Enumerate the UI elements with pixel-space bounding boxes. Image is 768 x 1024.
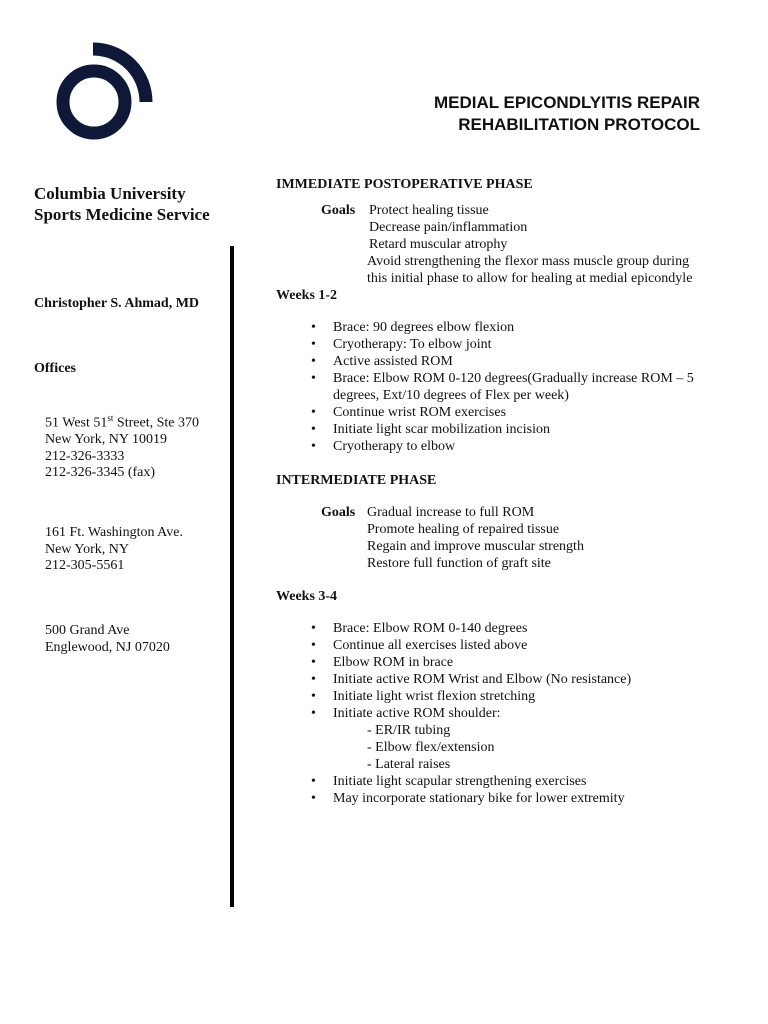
goal-item: this initial phase to allow for healing at medial epicondyle (367, 271, 693, 286)
goal-item: Gradual increase to full ROM (367, 505, 535, 520)
goal-item: Regain and improve muscular strength (367, 539, 584, 554)
weeks-3-4-label: Weeks 3-4 (276, 589, 338, 604)
org-line-1: Columbia University (34, 184, 186, 203)
list-item: • Cryotherapy: To elbow joint (276, 336, 716, 353)
offices-heading: Offices (34, 361, 76, 376)
list-item: • Initiate light scar mobilization incision (276, 421, 716, 438)
goal-item: Decrease pain/inflammation (369, 220, 528, 235)
list-item: • Brace: 90 degrees elbow flexion (276, 319, 716, 336)
office-address-1 (45, 410, 199, 482)
organization-name (34, 183, 210, 225)
office-1-city: New York, NY 10019 (45, 432, 167, 448)
sub-list-item: - Elbow flex/extension (367, 740, 495, 755)
title-line-2: REHABILITATION PROTOCOL (458, 115, 700, 134)
list-item: • Initiate active ROM Wrist and Elbow (No resistance) (276, 671, 716, 688)
vertical-divider (230, 246, 234, 907)
list-item: • May incorporate stationary bike for lower extremity (276, 790, 716, 807)
phase-1-goals (276, 202, 716, 287)
goals-label: Goals (321, 203, 356, 218)
list-item: • Initiate light wrist flexion stretching (276, 688, 716, 705)
phase-1-heading: IMMEDIATE POSTOPERATIVE PHASE (276, 177, 533, 192)
office-3-street: 500 Grand Ave (45, 623, 130, 638)
office-address-2 (45, 525, 183, 575)
goals-label: Goals (321, 505, 356, 520)
office-2-street: 161 Ft. Washington Ave. (45, 525, 183, 540)
weeks-1-2-label: Weeks 1-2 (276, 288, 338, 303)
phase-2-heading: INTERMEDIATE PHASE (276, 473, 437, 488)
sub-list-item: - ER/IR tubing (367, 723, 451, 738)
office-1-phone: 212-326-3333 (45, 448, 125, 464)
weeks-3-4-list (276, 620, 716, 807)
goal-item: Restore full function of graft site (367, 556, 551, 571)
list-item: • Continue all exercises listed above (276, 637, 716, 654)
list-item: • Active assisted ROM (276, 353, 716, 370)
list-item: • Initiate active ROM shoulder: (276, 705, 716, 722)
goal-item: Retard muscular atrophy (369, 237, 508, 252)
sub-list-item: - Lateral raises (367, 757, 451, 772)
office-address-3 (45, 623, 170, 656)
list-item: • Initiate light scapular strengthening exercises (276, 773, 716, 790)
list-item: • Continue wrist ROM exercises (276, 404, 716, 421)
protocol-content (276, 176, 716, 807)
doctor-name: Christopher S. Ahmad, MD (34, 296, 200, 311)
goal-item: Protect healing tissue (369, 203, 489, 218)
list-item: • Elbow ROM in brace (276, 654, 716, 671)
office-3-city: Englewood, NJ 07020 (45, 639, 170, 655)
title-line-1: MEDIAL EPICONDLYITIS REPAIR (433, 93, 700, 112)
phase-2-goals (276, 504, 716, 572)
office-1-fax: 212-326-3345 (fax) (45, 465, 156, 481)
list-item: • Brace: Elbow ROM 0-140 degrees (276, 620, 716, 637)
office-2-phone: 212-305-5561 (45, 558, 125, 573)
goal-item: Avoid strengthening the flexor mass muscle group during (367, 254, 690, 269)
goal-item: Promote healing of repaired tissue (367, 522, 560, 537)
document-title (434, 92, 700, 136)
weeks-1-2-list (276, 319, 716, 455)
office-1-street: 51 West 51st Street, Ste 370 (45, 413, 199, 431)
list-item: • Cryotherapy to elbow (276, 438, 716, 455)
org-line-2: Sports Medicine Service (34, 205, 210, 224)
office-2-city: New York, NY (45, 541, 130, 557)
list-item: • Brace: Elbow ROM 0-120 degrees(Gradually increase ROM – 5 degrees, Ext/10 degrees of Flex per week) (276, 370, 716, 404)
columbia-logo-icon (50, 40, 160, 150)
